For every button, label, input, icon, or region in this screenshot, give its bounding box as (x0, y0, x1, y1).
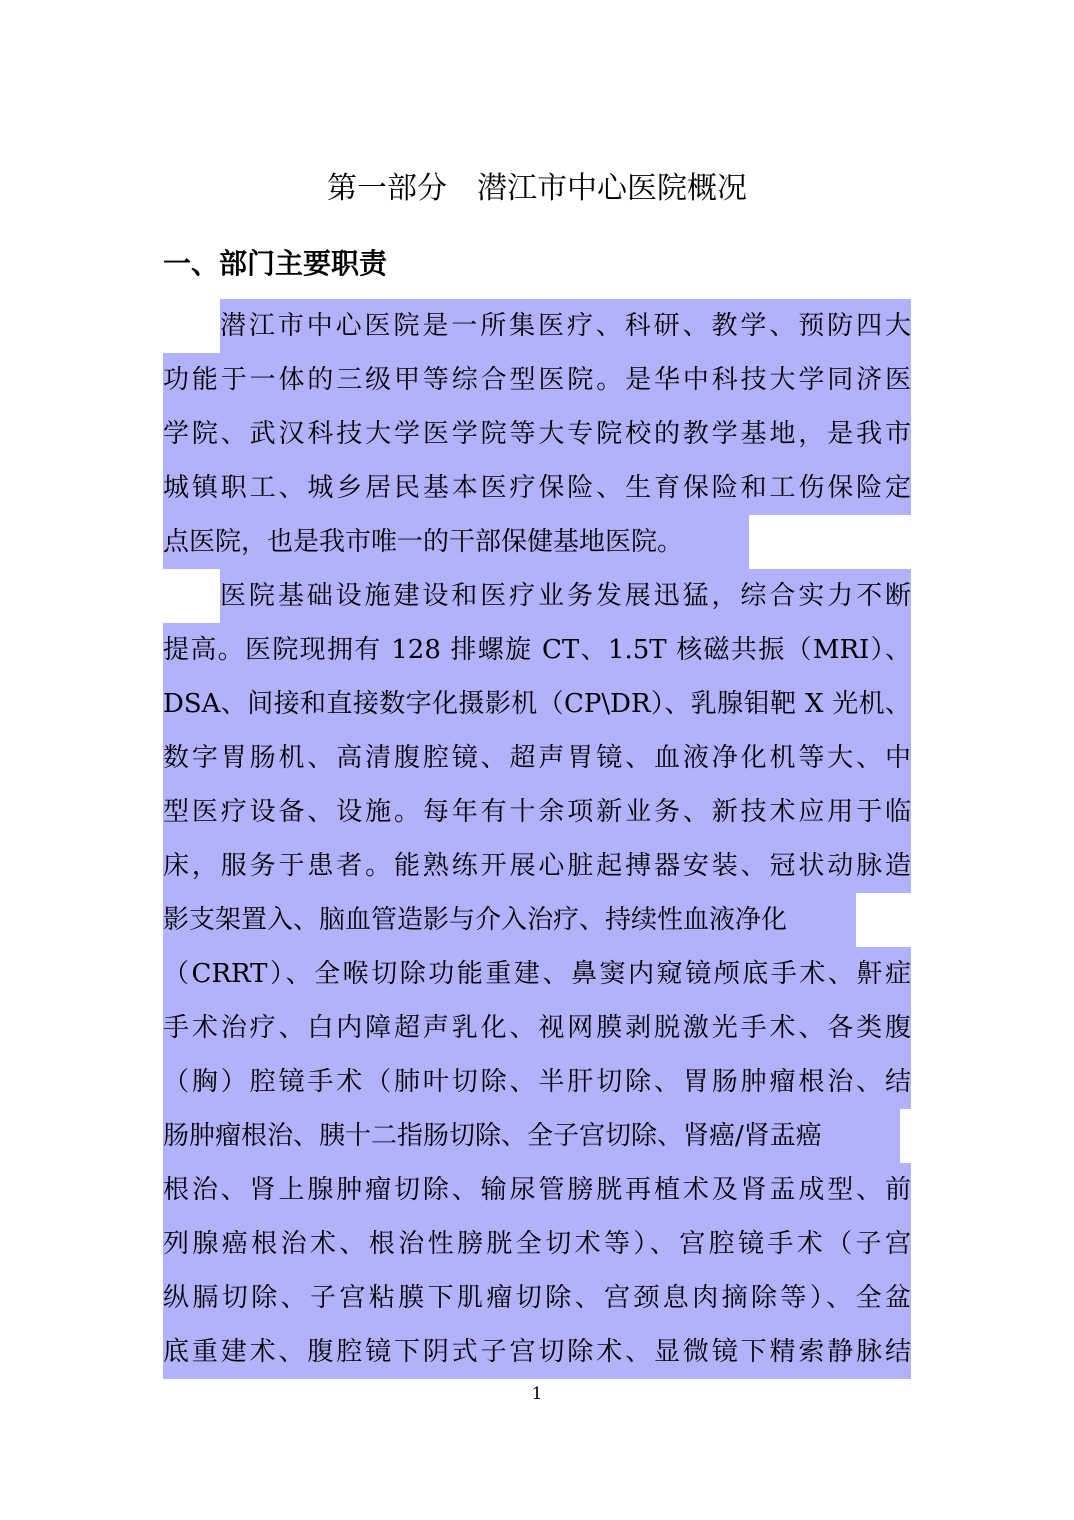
text-line: 肠肿瘤根治、胰十二指肠切除、全子宫切除、肾癌/肾盂癌 (163, 1109, 911, 1163)
text-line: 学院、武汉科技大学医学院等大专院校的教学基地，是我市 (163, 407, 911, 461)
text-line: （胸）腔镜手术（肺叶切除、半肝切除、胃肠肿瘤根治、结 (163, 1055, 911, 1109)
text-line: 列腺癌根治术、根治性膀胱全切术等）、宫腔镜手术（子宫 (163, 1217, 911, 1271)
page-number: 1 (531, 1384, 543, 1404)
text-line: 纵膈切除、子宫粘膜下肌瘤切除、宫颈息肉摘除等）、全盆 (163, 1271, 911, 1325)
text-line: DSA、间接和直接数字化摄影机（CP\DR）、乳腺钼靶 X 光机、 (163, 677, 911, 731)
paragraph-facilities (163, 569, 911, 1379)
text-line: 手术治疗、白内障超声乳化、视网膜剥脱激光手术、各类腹 (163, 1001, 911, 1055)
text-line: 床，服务于患者。能熟练开展心脏起搏器安装、冠状动脉造 (163, 839, 911, 893)
text-line: 型医疗设备、设施。每年有十余项新业务、新技术应用于临 (163, 785, 911, 839)
text-line: 潜江市中心医院是一所集医疗、科研、教学、预防四大 (163, 299, 911, 353)
text-line: 底重建术、腹腔镜下阴式子宫切除术、显微镜下精索静脉结 (163, 1325, 911, 1379)
text-line: 影支架置入、脑血管造影与介入治疗、持续性血液净化 (163, 893, 911, 947)
text-line: 医院基础设施建设和医疗业务发展迅猛，综合实力不断 (163, 569, 911, 623)
text-line: （CRRT）、全喉切除功能重建、鼻窦内窥镜颅底手术、鼾症 (163, 947, 911, 1001)
text-line: 数字胃肠机、高清腹腔镜、超声胃镜、血液净化机等大、中 (163, 731, 911, 785)
text-line: 功能于一体的三级甲等综合型医院。是华中科技大学同济医 (163, 353, 911, 407)
paragraph-duties-intro (163, 299, 911, 569)
page-title: 第一部分 潜江市中心医院概况 (327, 171, 747, 206)
text-line: 城镇职工、城乡居民基本医疗保险、生育保险和工伤保险定 (163, 461, 911, 515)
text-line: 提高。医院现拥有 128 排螺旋 CT、1.5T 核磁共振（MRI）、 (163, 623, 911, 677)
text-line: 点医院，也是我市唯一的干部保健基地医院。 (163, 515, 911, 569)
section-heading: 一、部门主要职责 (163, 247, 388, 280)
text-line: 根治、肾上腺肿瘤切除、输尿管膀胱再植术及肾盂成型、前 (163, 1163, 911, 1217)
